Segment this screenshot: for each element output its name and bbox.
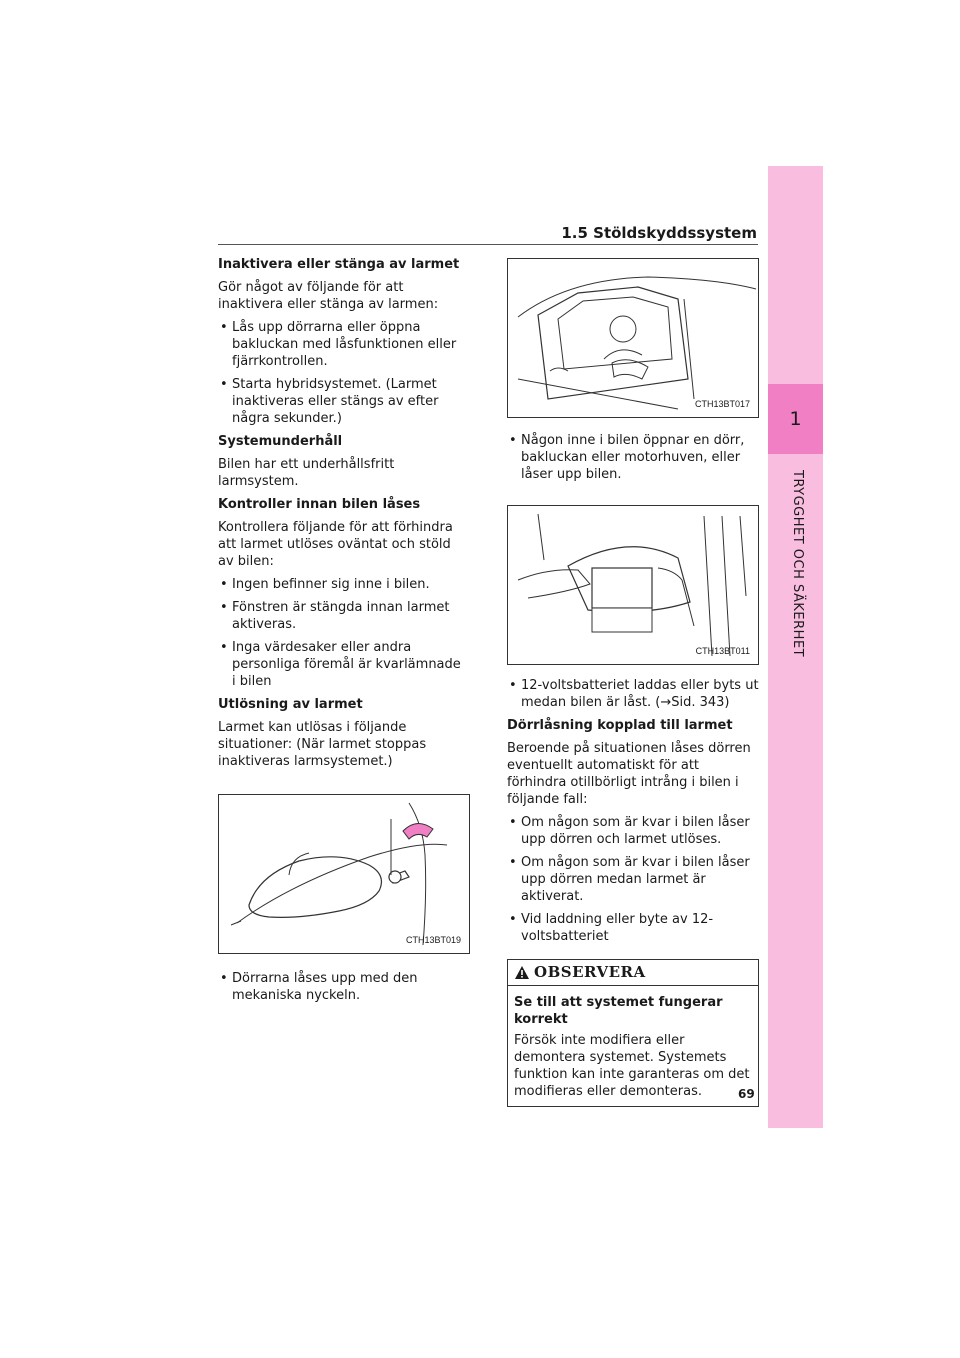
list-item: • Fönstren är stängda innan larmet aktiveras. (218, 599, 468, 633)
list-item: • Lås upp dörrarna eller öppna bakluckan med låsfunktionen eller fjärrkontrollen. (218, 319, 468, 370)
list-item: • Vid laddning eller byte av 12-voltsbatteriet (507, 911, 759, 945)
list-item: • Starta hybridsystemet. (Larmet inaktiveras eller stängs av efter några sekunder.) (218, 376, 468, 427)
warning-triangle-icon (514, 965, 530, 980)
figure-code: CTH13BT019 (405, 935, 461, 945)
list-item: • Om någon som är kvar i bilen låser upp dörren medan larmet är aktiverat. (507, 854, 759, 905)
list-item: • Inga värdesaker eller andra personliga föremål är kvarlämnade i bilen (218, 639, 468, 690)
battery-illustration (508, 506, 758, 664)
page-number: 69 (738, 1087, 755, 1101)
figure-code: CTH13BT017 (694, 399, 750, 409)
left-column (218, 256, 468, 1010)
figure-door-handle (218, 794, 470, 954)
right-column (507, 258, 759, 1107)
warning-heading: Se till att systemet fungerar korrekt (514, 995, 723, 1027)
paragraph: Gör något av följande för att inaktivera eller stänga av larmen: (218, 280, 439, 312)
list-item: • 12-voltsbatteriet laddas eller byts ut medan bilen är låst. (→Sid. 343) (507, 677, 759, 711)
heading-door-locking: Dörrlåsning kopplad till larmet (507, 718, 733, 733)
heading-triggering: Utlösning av larmet (218, 697, 363, 712)
warning-body (508, 986, 758, 1106)
heading-deactivate: Inaktivera eller stänga av larmet (218, 257, 460, 272)
open-door-illustration (508, 259, 758, 417)
warning-header (508, 960, 758, 986)
list-item: • Om någon som är kvar i bilen låser upp dörren och larmet utlöses. (507, 814, 759, 848)
figure-open-door (507, 258, 759, 418)
paragraph: Kontrollera följande för att förhindra att larmet utlöses oväntat och stöld av bilen: (218, 520, 453, 569)
chapter-label: TRYGGHET OCH SÄKERHET (790, 470, 805, 658)
figure-battery (507, 505, 759, 665)
chapter-label-container (790, 470, 815, 670)
warning-box (507, 959, 759, 1107)
list-item: • Ingen befinner sig inne i bilen. (218, 576, 468, 593)
door-handle-illustration (219, 795, 469, 953)
warning-title: OBSERVERA (534, 963, 646, 981)
list-item: • Någon inne i bilen öppnar en dörr, bakluckan eller motorhuven, eller låser upp bilen. (507, 432, 759, 483)
heading-checks: Kontroller innan bilen låses (218, 497, 421, 512)
paragraph: Larmet kan utlösas i följande situationer: (När larmet stoppas inaktiveras larmsystemet.) (218, 720, 427, 769)
figure-code: CTH13BT011 (695, 646, 750, 656)
header-divider (218, 244, 758, 245)
paragraph: Beroende på situationen låses dörren eventuellt automatiskt för att förhindra otillbörligt intrång i bilen i följande fall: (507, 741, 751, 807)
chapter-number: 1 (768, 384, 823, 454)
paragraph: Bilen har ett underhållsfritt larmsystem. (218, 457, 395, 489)
list-item: • Dörrarna låses upp med den mekaniska nyckeln. (218, 970, 468, 1004)
warning-text: Försök inte modifiera eller demontera systemet. Systemets funktion kan inte garanteras om det modifieras eller demonteras. (514, 1033, 750, 1099)
heading-maintenance: Systemunderhåll (218, 434, 343, 449)
section-title: 1.5 Stöldskyddssystem (561, 224, 757, 242)
